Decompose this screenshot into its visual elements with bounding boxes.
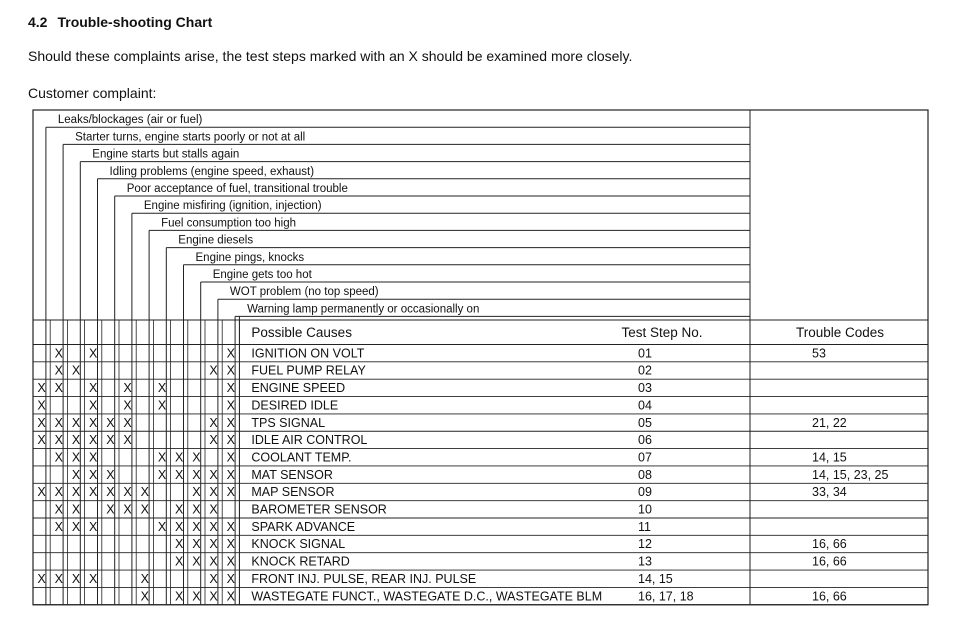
intro-text: Should these complaints arise, the test steps marked with an X should be examined more closely. — [28, 48, 633, 64]
test-step-cell: 05 — [638, 415, 652, 430]
mark-x: X — [71, 519, 81, 534]
cause-cell: KNOCK SIGNAL — [251, 537, 346, 552]
mark-x: X — [192, 467, 201, 482]
mark-x: X — [54, 502, 63, 517]
mark-x: X — [37, 485, 46, 500]
mark-x: X — [54, 381, 63, 396]
mark-x: X — [71, 485, 81, 500]
mark-x: X — [123, 398, 132, 413]
cause-cell: KNOCK RETARD — [251, 554, 350, 569]
mark-x: X — [123, 433, 132, 448]
mark-x: X — [209, 433, 218, 448]
mark-x: X — [54, 433, 63, 448]
mark-x: X — [209, 485, 218, 500]
mark-x: X — [226, 398, 235, 413]
mark-x: X — [226, 571, 235, 586]
test-step-cell: 13 — [638, 554, 652, 569]
mark-x: X — [37, 398, 46, 413]
cause-cell: COOLANT TEMP. — [251, 450, 352, 465]
section-title: Trouble-shooting Chart — [57, 14, 213, 30]
trouble-code-cell: 16, 66 — [812, 554, 847, 569]
cause-cell: ENGINE SPEED — [251, 381, 346, 396]
mark-x: X — [209, 519, 218, 534]
mark-x: X — [209, 415, 218, 430]
cause-cell: TPS SIGNAL — [251, 415, 326, 430]
mark-x: X — [140, 571, 149, 586]
mark-x: X — [71, 571, 81, 586]
mark-x: X — [192, 554, 201, 569]
mark-x: X — [226, 450, 235, 465]
complaint-label-8: Engine diesels — [178, 234, 254, 247]
mark-x: X — [106, 467, 115, 482]
mark-x: X — [192, 519, 201, 534]
cause-cell: SPARK ADVANCE — [251, 519, 356, 534]
mark-x: X — [123, 381, 132, 396]
mark-x: X — [209, 571, 218, 586]
mark-x: X — [175, 537, 184, 552]
mark-x: X — [54, 346, 63, 361]
mark-x: X — [71, 502, 81, 517]
trouble-code-cell: 14, 15, 23, 25 — [812, 467, 889, 482]
mark-x: X — [226, 433, 235, 448]
mark-x: X — [37, 415, 46, 430]
cause-cell: FUEL PUMP RELAY — [251, 363, 366, 378]
mark-x: X — [123, 485, 132, 500]
complaint-label-7: Fuel consumption too high — [161, 217, 296, 230]
mark-x: X — [123, 415, 132, 430]
mark-x: X — [54, 450, 63, 465]
mark-x: X — [37, 433, 46, 448]
cause-cell: MAT SENSOR — [251, 467, 333, 482]
mark-x: X — [192, 450, 201, 465]
mark-x: X — [175, 450, 184, 465]
complaint-label-4: Idling problems (engine speed, exhaust) — [109, 165, 315, 178]
mark-x: X — [37, 571, 46, 586]
mark-x: X — [89, 450, 98, 465]
cause-cell: IGNITION ON VOLT — [251, 346, 365, 361]
complaint-label-10: Engine gets too hot — [212, 269, 312, 281]
mark-x: X — [226, 485, 235, 500]
test-step-cell: 11 — [638, 519, 651, 534]
test-step-cell: 16, 17, 18 — [638, 589, 694, 604]
mark-x: X — [157, 450, 167, 465]
mark-x: X — [157, 398, 167, 413]
mark-x: X — [209, 467, 218, 482]
mark-x: X — [209, 363, 218, 378]
cause-cell: DESIRED IDLE — [251, 398, 339, 413]
mark-x: X — [54, 485, 63, 500]
test-step-cell: 01 — [638, 346, 652, 361]
mark-x: X — [71, 415, 81, 430]
cause-cell: MAP SENSOR — [251, 485, 335, 500]
mark-x: X — [209, 589, 218, 604]
mark-x: X — [123, 502, 132, 517]
test-step-cell: 07 — [638, 450, 652, 465]
mark-x: X — [209, 537, 218, 552]
mark-x: X — [157, 467, 167, 482]
mark-x: X — [192, 485, 201, 500]
mark-x: X — [54, 571, 63, 586]
complaint-label-9: Engine pings, knocks — [195, 251, 305, 264]
mark-x: X — [71, 450, 81, 465]
test-step-cell: 08 — [638, 467, 652, 482]
mark-x: X — [89, 485, 98, 500]
mark-x: X — [226, 589, 235, 604]
mark-x: X — [226, 467, 235, 482]
mark-x: X — [89, 381, 98, 396]
mark-x: X — [89, 519, 98, 534]
test-step-cell: 14, 15 — [638, 571, 673, 586]
mark-x: X — [192, 537, 201, 552]
mark-x: X — [89, 346, 98, 361]
complaint-label-3: Engine starts but stalls again — [92, 148, 240, 161]
test-step-cell: 03 — [638, 381, 652, 396]
section-number: 4.2 — [28, 14, 48, 30]
customer-complaint-label: Customer complaint: — [28, 85, 157, 101]
mark-x: X — [226, 519, 235, 534]
test-step-header: Test Step No. — [621, 325, 703, 340]
trouble-code-cell: 21, 22 — [812, 415, 847, 430]
test-step-cell: 02 — [638, 363, 652, 378]
complaint-label-11: WOT problem (no top speed) — [229, 286, 379, 299]
mark-x: X — [226, 554, 235, 569]
complaint-label-6: Engine misfiring (ignition, injection) — [143, 200, 322, 213]
mark-x: X — [157, 519, 167, 534]
mark-x: X — [54, 363, 63, 378]
mark-x: X — [106, 433, 115, 448]
test-step-cell: 12 — [638, 537, 652, 552]
mark-x: X — [226, 346, 235, 361]
mark-x: X — [106, 415, 115, 430]
mark-x: X — [140, 485, 149, 500]
complaint-label-5: Poor acceptance of fuel, transitional trouble — [126, 183, 348, 195]
trouble-code-cell: 16, 66 — [812, 537, 847, 552]
mark-x: X — [157, 381, 167, 396]
mark-x: X — [89, 398, 98, 413]
mark-x: X — [175, 519, 184, 534]
mark-x: X — [226, 381, 235, 396]
cause-cell: FRONT INJ. PULSE, REAR INJ. PULSE — [251, 571, 477, 586]
mark-x: X — [175, 589, 184, 604]
mark-x: X — [54, 415, 63, 430]
test-step-cell: 04 — [638, 398, 652, 413]
mark-x: X — [89, 571, 98, 586]
mark-x: X — [140, 502, 149, 517]
mark-x: X — [71, 363, 81, 378]
cause-cell: IDLE AIR CONTROL — [251, 433, 368, 448]
trouble-code-cell: 16, 66 — [812, 589, 847, 604]
mark-x: X — [209, 502, 218, 517]
test-step-cell: 09 — [638, 485, 652, 500]
mark-x: X — [71, 467, 81, 482]
mark-x: X — [71, 433, 81, 448]
mark-x: X — [89, 433, 98, 448]
trouble-code-cell: 14, 15 — [812, 450, 847, 465]
trouble-codes-header: Trouble Codes — [795, 325, 885, 340]
mark-x: X — [106, 502, 115, 517]
mark-x: X — [54, 519, 63, 534]
trouble-code-cell: 53 — [812, 346, 826, 361]
mark-x: X — [226, 415, 235, 430]
mark-x: X — [226, 363, 235, 378]
mark-x: X — [89, 415, 98, 430]
mark-x: X — [89, 467, 98, 482]
mark-x: X — [106, 485, 115, 500]
cause-cell: WASTEGATE FUNCT., WASTEGATE D.C., WASTEGATE BLM — [251, 589, 603, 604]
test-step-cell: 10 — [638, 502, 652, 517]
possible-causes-header: Possible Causes — [251, 325, 352, 340]
complaint-label-12: Warning lamp permanently or occasionally on — [247, 303, 480, 316]
mark-x: X — [37, 381, 46, 396]
mark-x: X — [175, 554, 184, 569]
mark-x: X — [226, 537, 235, 552]
test-step-cell: 06 — [638, 433, 652, 448]
complaint-label-1: Leaks/blockages (air or fuel) — [57, 114, 203, 127]
mark-x: X — [209, 554, 218, 569]
mark-x: X — [175, 467, 184, 482]
mark-x: X — [175, 502, 184, 517]
complaint-label-2: Starter turns, engine starts poorly or not at all — [75, 131, 306, 144]
mark-x: X — [140, 589, 149, 604]
trouble-code-cell: 33, 34 — [812, 485, 847, 500]
mark-x: X — [192, 502, 201, 517]
cause-cell: BAROMETER SENSOR — [251, 502, 387, 517]
mark-x: X — [192, 589, 201, 604]
